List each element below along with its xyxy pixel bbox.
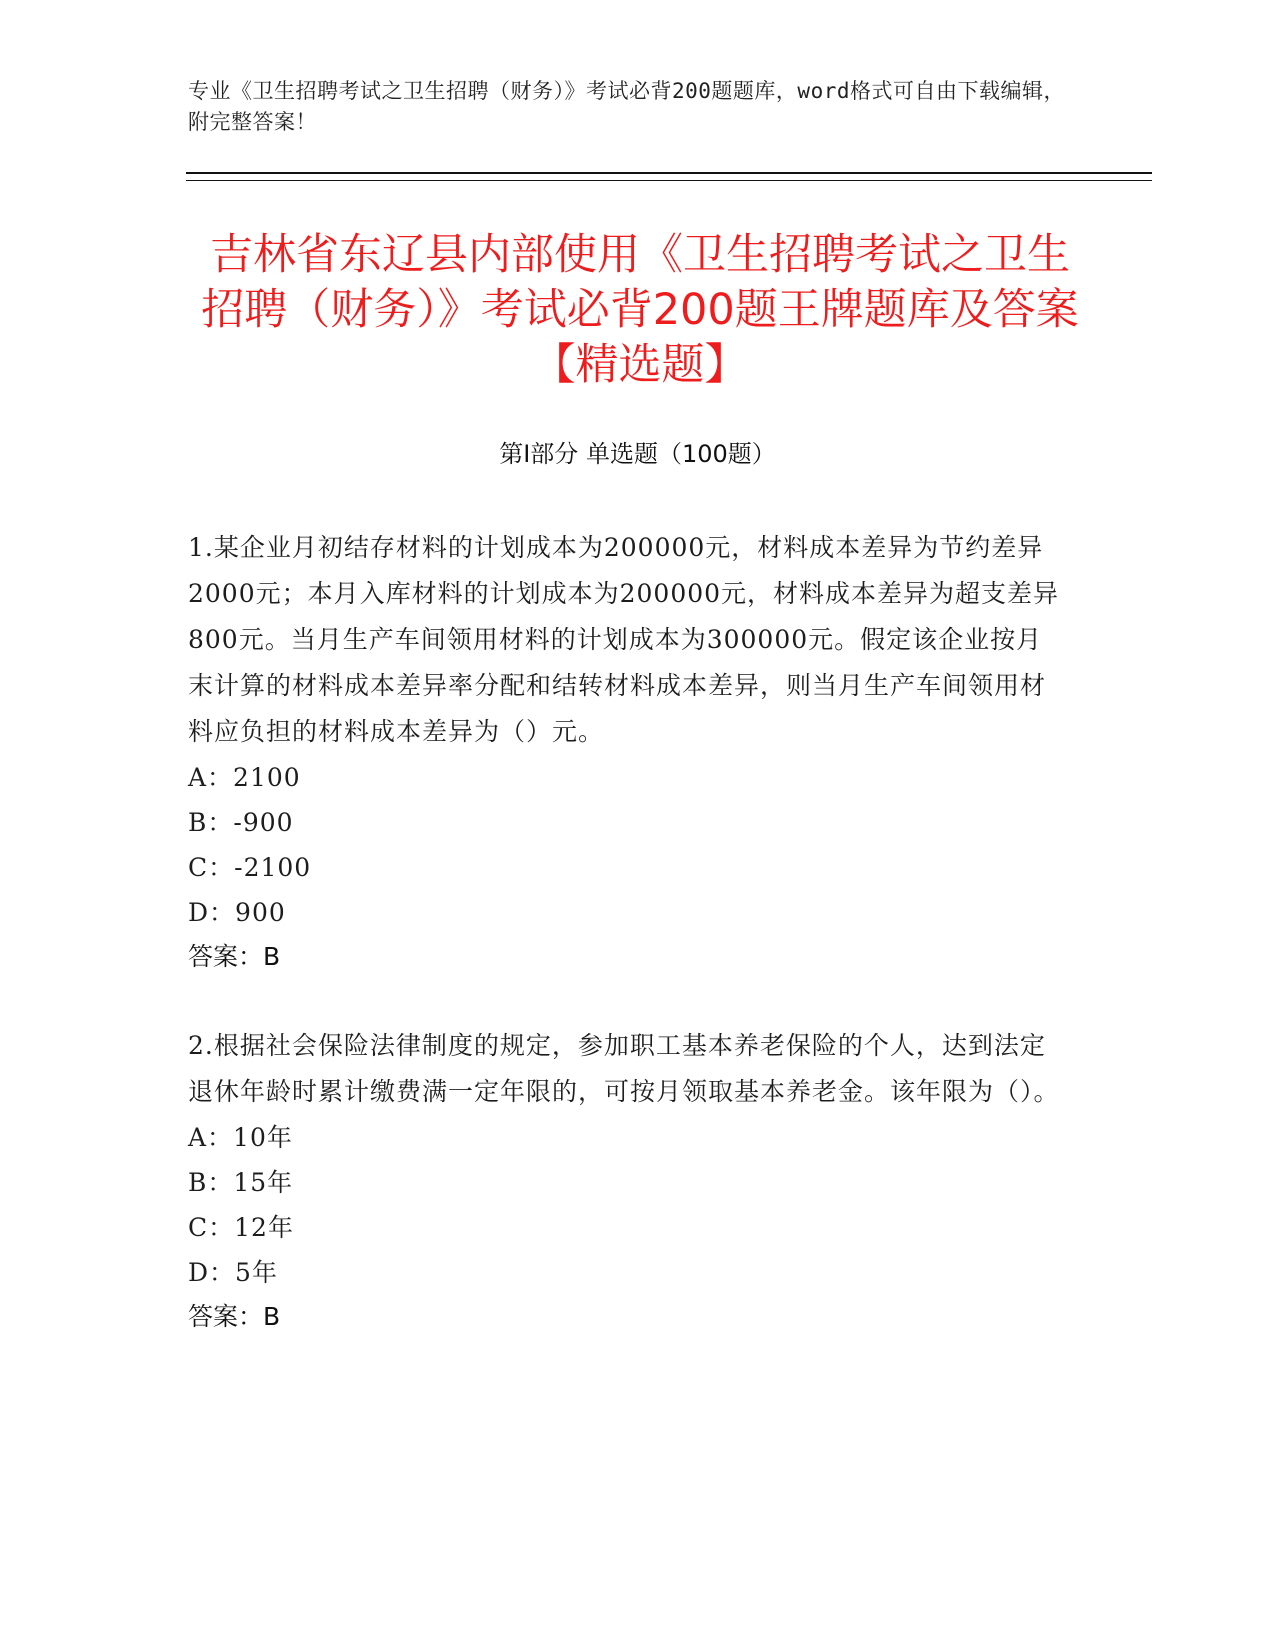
question-stem: 2.根据社会保险法律制度的规定，参加职工基本养老保险的个人，达到法定退休年龄时累计缴费满一定年限的，可按月领取基本养老金。该年限为（）。 [188,1031,1060,1106]
section-title: 第Ⅰ部分 单选题（100题） [499,440,776,468]
answer-line: 答案：B [188,1302,281,1331]
header-rule-thin [186,180,1152,181]
option-c: C：12年 [188,1213,294,1242]
document-title: 吉林省东辽县内部使用《卫生招聘考试之卫生招聘（财务）》考试必背200题王牌题库及答案【精选题】 [201,230,1079,390]
answer-line: 答案：B [188,942,281,971]
option-b: B：-900 [188,808,294,837]
option-b: B：15年 [188,1168,294,1197]
option-a: A：2100 [188,763,301,792]
option-c: C：-2100 [188,853,312,882]
header-note: 专业《卫生招聘考试之卫生招聘（财务）》考试必背200题题库，word格式可自由下载编辑，附完整答案！ [188,79,1065,134]
option-a: A：10年 [188,1123,293,1152]
question-2 [188,1023,1068,1339]
option-d: D：900 [188,898,286,927]
question-1 [188,525,1068,979]
option-d: D：5年 [188,1258,278,1287]
question-stem: 1.某企业月初结存材料的计划成本为200000元，材料成本差异为节约差异2000元；本月入库材料的计划成本为200000元，材料成本差异为超支差异800元。当月生产车间领用材料的计划成本为300000元。假定该企业按月末计算的材料成本差异率分配和结转材料成本差异，则当月生产车间领用材料应负担的材料成本差异为（）元。 [188,533,1060,746]
header-rule-thick [186,172,1152,174]
